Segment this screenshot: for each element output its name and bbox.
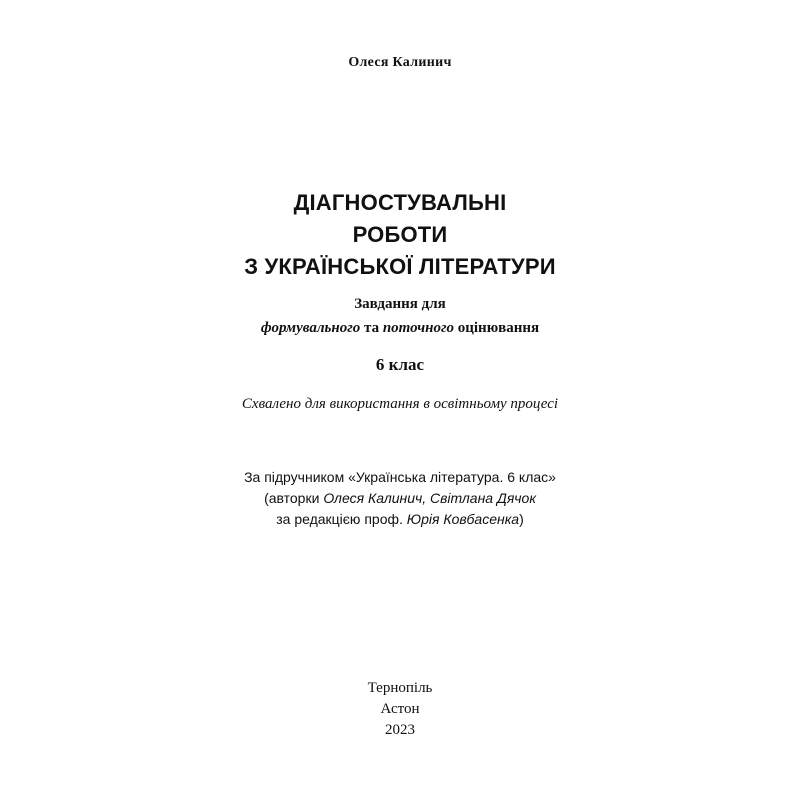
subtitle-line-2 — [0, 320, 800, 337]
approval-note: Схвалено для використання в освітньому процесі — [241, 396, 559, 412]
textbook-editor-prefix: за редакцією проф. — [276, 511, 407, 527]
title-line-2: РОБОТИ — [352, 222, 448, 247]
subtitle-current: поточного — [382, 320, 454, 336]
subtitle-assessment: оцінювання — [454, 320, 540, 336]
textbook-line-2 — [0, 490, 800, 506]
textbook-line-3 — [0, 511, 800, 527]
subtitle-formative: формувального — [260, 320, 361, 336]
imprint-year: 2023 — [385, 722, 415, 738]
textbook-editor: Юрія Ковбасенка — [406, 511, 520, 527]
textbook-editor-suffix: ) — [519, 511, 524, 527]
title-line-3: З УКРАЇНСЬКОЇ ЛІТЕРАТУРИ — [244, 254, 556, 279]
subtitle-line-1: Завдання для — [354, 296, 446, 312]
subtitle-and: та — [360, 320, 383, 336]
title-line-1: ДІАГНОСТУВАЛЬНІ — [293, 190, 507, 215]
textbook-authors: Олеся Калинич, Світлана Дячок — [323, 490, 536, 506]
author-name: Олеся Калинич — [348, 55, 452, 70]
imprint-city: Тернопіль — [367, 680, 433, 696]
textbook-line-1: За підручником «Українська література. 6 клас» — [244, 469, 556, 485]
textbook-authors-prefix: (авторки — [264, 490, 324, 506]
grade-label: 6 клас — [375, 355, 425, 374]
imprint-publisher: Астон — [380, 701, 420, 717]
